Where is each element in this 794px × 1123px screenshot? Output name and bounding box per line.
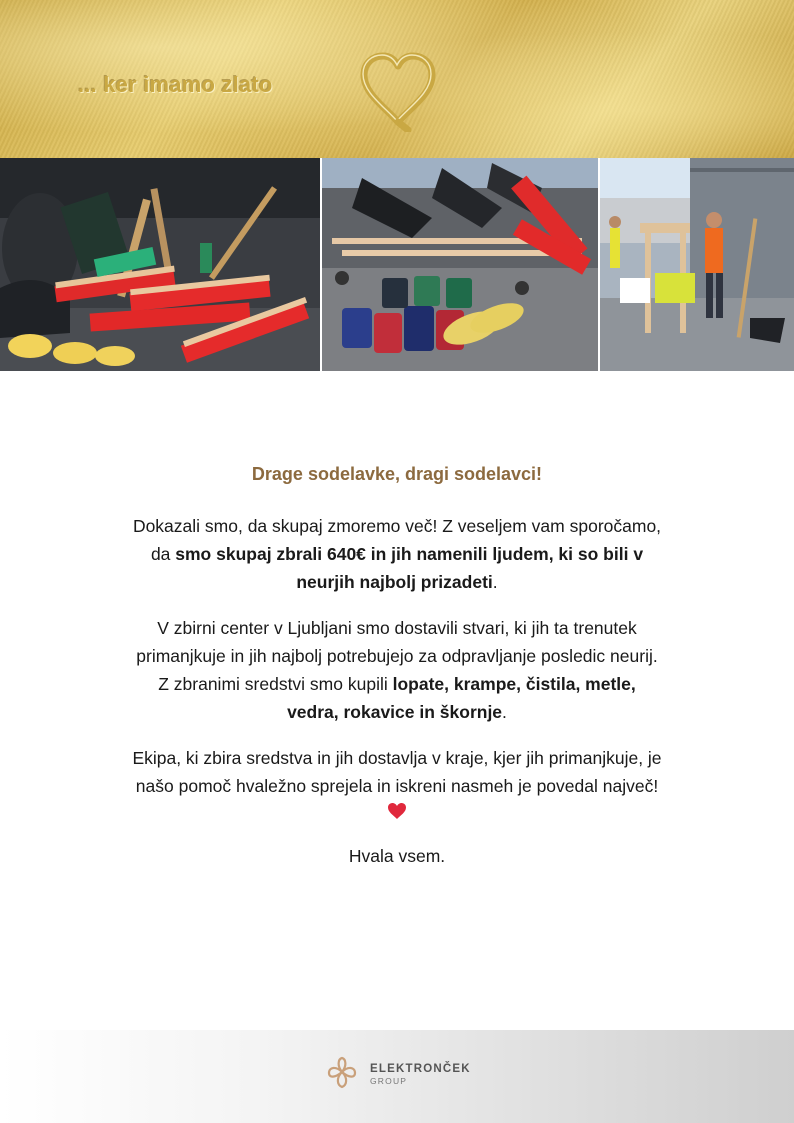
red-heart-icon — [387, 802, 407, 820]
paragraph-donation-line-3-bold: neurjih najbolj prizadeti — [296, 572, 493, 592]
paragraph-team-line-2: našo pomoč hvaležno sprejela in iskreni nasmeh je povedal največ! — [135, 776, 659, 796]
paragraph-donation-line-3-post: . — [492, 572, 498, 592]
paragraph-supplies-line-3-pre: Z zbranimi sredstvi smo kupili — [158, 674, 393, 694]
paragraph-supplies-line-2: primanjkuje in jih najbolj potrebujejo za odpravljanje posledic neurij. — [136, 646, 658, 666]
slogan-text: ... ker imamo zlato — [78, 72, 273, 97]
paragraph-donation-line-1: Dokazali smo, da skupaj zmoremo več! Z veseljem vam sporočamo, — [132, 516, 662, 536]
brand-logo — [324, 1054, 484, 1094]
paragraph-supplies-line-1: V zbirni center v Ljubljani smo dostavili stvari, ki jih ta trenutek — [157, 618, 637, 638]
clover-logo-icon — [324, 1054, 360, 1092]
paragraph-donation-line-2-bold: smo skupaj zbrali 640€ in jih namenili ljudem, ki so bili v — [175, 544, 644, 564]
paragraph-team — [60, 744, 734, 800]
paragraph-team-line-1: Ekipa, ki zbira sredstva in jih dostavlja v kraje, kjer jih primanjkuje, je — [132, 748, 662, 768]
paragraph-supplies-line-4-bold: vedra, rokavice in škornje — [287, 702, 503, 722]
paragraph-supplies-line-3-bold: lopate, krampe, čistila, metle, — [392, 674, 636, 694]
heart-outline-icon — [356, 48, 440, 132]
delivery-center-photo — [600, 158, 794, 371]
thanks-text: Hvala vsem. — [348, 846, 446, 866]
greeting-heading: Drage sodelavke, dragi sodelavci! — [251, 464, 543, 484]
letter-body — [60, 460, 734, 870]
cart-shovels-gloves-photo — [322, 158, 598, 371]
paragraph-donation — [60, 512, 734, 596]
brand-sub: GROUP — [370, 1076, 408, 1086]
paragraph-supplies-line-4-post: . — [502, 702, 507, 722]
van-cleaning-supplies-photo — [0, 158, 320, 371]
photo-strip — [0, 158, 794, 371]
paragraph-supplies — [60, 614, 734, 726]
gold-header-banner — [0, 0, 794, 158]
paragraph-donation-line-2-pre: da — [150, 544, 176, 564]
brand-name: ELEKTRONČEK — [370, 1063, 471, 1075]
